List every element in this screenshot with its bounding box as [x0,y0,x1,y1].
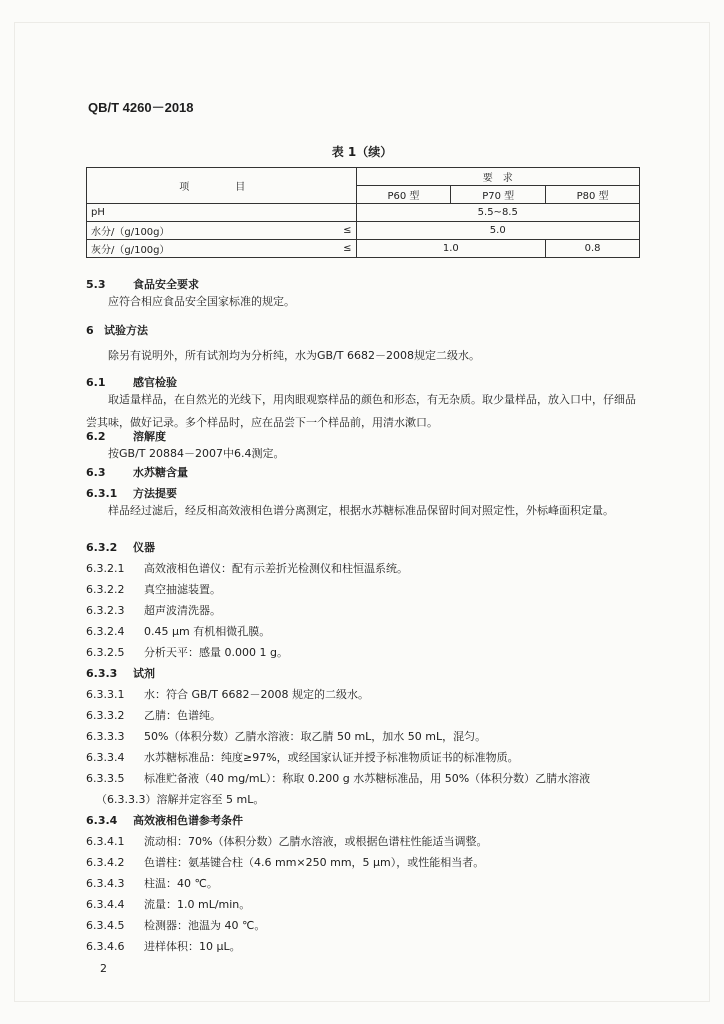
requirement-header: 要 求 [356,168,640,186]
list-item: 6.3.2.4 0.45 μm 有机相微孔膜。 [86,625,271,638]
list-item: 6.3.2.2 真空抽滤装置。 [86,583,221,596]
section-text: 除另有说明外，所有试剂均为分析纯，水为GB/T 6682－2008规定二级水。 [108,349,480,362]
row-value: 1.0 [356,240,546,258]
section-heading: 6 试验方法 [86,324,148,337]
list-item: 6.3.2.3 超声波清洗器。 [86,604,221,617]
list-item: 6.3.3.1 水：符合 GB/T 6682－2008 规定的二级水。 [86,688,369,701]
grade-p80: P80 型 [546,186,640,204]
list-item: 6.3.4.6 进样体积：10 μL。 [86,940,241,953]
row-symbol: ≤ [332,222,356,240]
section-heading: 6.1 感官检验 [86,376,177,389]
list-item: 6.3.3.3 50%（体积分数）乙腈水溶液：取乙腈 50 mL，加水 50 mL，混匀。 [86,730,487,743]
section-heading: 6.3 水苏糖含量 [86,466,188,479]
row-name: 灰分/（g/100g） [87,240,333,258]
section-heading: 6.3.2 仪器 [86,541,155,554]
section-heading: 5.3 食品安全要求 [86,278,199,291]
list-item: 6.3.4.1 流动相：70%（体积分数）乙腈水溶液，或根据色谱柱性能适当调整。 [86,835,488,848]
item-header: 项 目 [87,168,357,204]
table-row [87,240,640,258]
table-title: 表 1（续） [331,145,393,159]
section-text: 取适量样品，在自然光的光线下，用肉眼观察样品的颜色和形态，有无杂质。取少量样品，放入口中，仔细品尝其味，做好记录。多个样品时，应在品尝下一个样品前，用清水漱口。 [86,393,636,429]
list-item: 6.3.4.5 检测器：池温为 40 ℃。 [86,919,266,932]
table-row [87,204,640,222]
row-value: 5.0 [356,222,640,240]
list-item: 6.3.2.5 分析天平：感量 0.000 1 g。 [86,646,288,659]
grade-p60: P60 型 [356,186,451,204]
table-header-row [87,168,640,186]
section-text: 应符合相应食品安全国家标准的规定。 [108,295,295,308]
section-heading: 6.3.4 高效液相色谱参考条件 [86,814,243,827]
list-item: 6.3.3.4 水苏糖标准品：纯度≥97%，或经国家认证并授予标准物质证书的标准物质。 [86,751,519,764]
list-item: 6.3.4.4 流量：1.0 mL/min。 [86,898,251,911]
section-heading: 6.3.3 试剂 [86,667,155,680]
section-heading: 6.3.1 方法提要 [86,487,177,500]
list-item: 6.3.4.3 柱温：40 ℃。 [86,877,218,890]
list-item: 6.3.3.2 乙腈：色谱纯。 [86,709,221,722]
row-name: 水分/（g/100g） [87,222,333,240]
row-value: 0.8 [546,240,640,258]
grade-p70: P70 型 [451,186,546,204]
list-item: 6.3.2.1 高效液相色谱仪：配有示差折光检测仪和柱恒温系统。 [86,562,408,575]
section-text: 样品经过滤后，经反相高效液相色谱分离测定，根据水苏糖标准品保留时间对照定性，外标峰面积定量。 [108,504,614,517]
spec-table [86,167,640,258]
list-item: 6.3.3.5 标准贮备液（40 mg/mL）：称取 0.200 g 水苏糖标准品，用 50%（体积分数）乙腈水溶液 [86,772,591,785]
page-number: 2 [100,962,107,975]
standard-code: QB/T 4260－2018 [88,100,194,115]
list-item: 6.3.4.2 色谱柱：氨基键合柱（4.6 mm×250 mm，5 μm），或性能相当者。 [86,856,485,869]
row-symbol: ≤ [332,240,356,258]
row-value: 5.5~8.5 [356,204,640,222]
table-row [87,222,640,240]
section-text: 按GB/T 20884－2007中6.4测定。 [108,447,285,460]
list-item-continuation: （6.3.3.3）溶解并定容至 5 mL。 [96,793,265,806]
row-name: pH [87,204,333,222]
section-heading: 6.2 溶解度 [86,430,166,443]
row-symbol [332,204,356,222]
